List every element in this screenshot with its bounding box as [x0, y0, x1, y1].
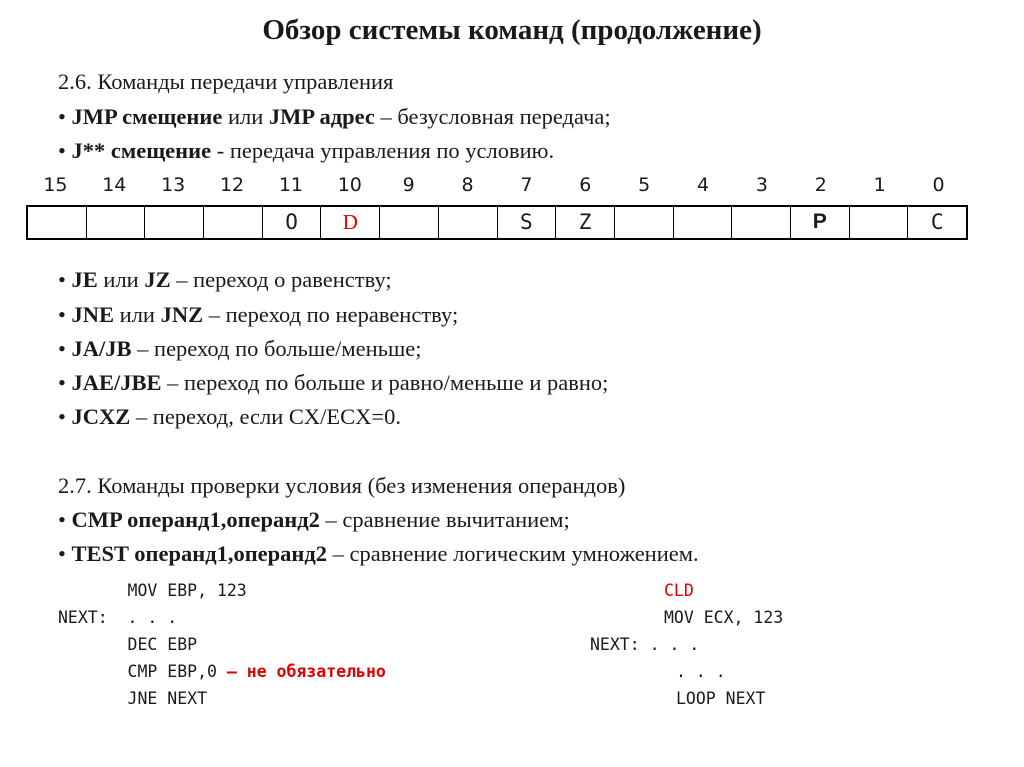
flag-cell [850, 207, 909, 238]
flag-cell [380, 207, 439, 238]
text: – переход о равенству; [170, 267, 392, 292]
bullet: • [58, 404, 66, 429]
bit-number: 4 [697, 174, 710, 196]
bit-number: 13 [161, 174, 186, 196]
flag-cell [732, 207, 791, 238]
bullet: • [58, 541, 66, 566]
list-item [58, 104, 611, 130]
bullet: • [58, 267, 66, 292]
code-line: MOV ECX, 123 [664, 608, 784, 627]
command-text: JMP смещение [71, 104, 223, 129]
code-line: LOOP NEXT [676, 689, 766, 708]
bullet: • [58, 336, 66, 361]
list-item [58, 507, 570, 533]
bit-number: 10 [337, 174, 362, 196]
text: – переход, если CX/ECX=0. [130, 404, 401, 429]
text: – переход по неравенству; [203, 302, 459, 327]
bullet: • [58, 138, 66, 163]
code-line: MOV EBP, 123 [58, 581, 247, 600]
bit-number: 3 [755, 174, 768, 196]
text: – сравнение логическим умножением. [327, 541, 699, 566]
text: или [114, 302, 161, 327]
code-line: JNE NEXT [58, 689, 208, 708]
code-line [58, 662, 386, 681]
bit-number: 12 [219, 174, 245, 196]
text: – переход по больше/меньше; [131, 336, 422, 361]
flag-cell [87, 207, 146, 238]
text: или [222, 104, 269, 129]
bit-number: 11 [278, 174, 304, 196]
bit-number-row [26, 174, 968, 198]
text: – переход по больше и равно/меньше и равно; [161, 370, 609, 395]
section-heading-2-7: 2.7. Команды проверки условия (без изменения операндов) [58, 473, 626, 498]
flag-cell [145, 207, 204, 238]
flag-cell: S [498, 207, 557, 238]
flag-cell [674, 207, 733, 238]
bit-number: 2 [814, 174, 827, 196]
bullet: • [58, 507, 66, 532]
bit-number: 9 [402, 174, 415, 196]
flag-cell [615, 207, 674, 238]
flag-cell: O [263, 207, 322, 238]
code-line: NEXT: . . . [58, 608, 178, 627]
flag-cell: Z [556, 207, 615, 238]
code-line: . . . [676, 662, 726, 681]
list-item [58, 138, 554, 164]
flags-register [26, 205, 968, 240]
bit-number: 15 [43, 174, 68, 196]
flag-cell: P [791, 207, 850, 238]
flag-cell: D [321, 207, 380, 238]
command-text: JCXZ [71, 404, 131, 429]
bit-number: 14 [102, 174, 127, 196]
list-item [58, 302, 458, 328]
bullet: • [58, 104, 66, 129]
text: или [97, 267, 145, 292]
list-item [58, 267, 392, 293]
bit-number: 7 [520, 174, 533, 196]
code-line: NEXT: . . . [590, 635, 700, 654]
bullet: • [58, 302, 66, 327]
code-text: CMP EBP,0 [58, 662, 217, 681]
command-text: JZ [144, 267, 171, 292]
page-title: Обзор системы команд (продолжение) [262, 14, 762, 46]
bit-number: 6 [579, 174, 592, 196]
section-heading-2-6: 2.6. Команды передачи управления [58, 69, 394, 94]
list-item [58, 370, 608, 396]
flag-cell: C [930, 210, 944, 234]
list-item [58, 541, 699, 567]
bit-number: 1 [873, 174, 886, 196]
bit-number: 0 [932, 174, 945, 196]
text: – безусловная передача; [374, 104, 611, 129]
flag-cell [204, 207, 263, 238]
command-text: JMP адрес [268, 104, 375, 129]
command-text: JE [71, 267, 98, 292]
flag-cell [28, 207, 87, 238]
command-text: CMP операнд1,операнд2 [71, 507, 320, 532]
text: - передача управления по условию. [211, 138, 555, 163]
command-text: JA/JB [71, 336, 132, 361]
list-item [58, 404, 401, 430]
command-text: J** смещение [71, 138, 212, 163]
bit-number: 8 [461, 174, 474, 196]
code-note: – не обязательно [216, 662, 386, 681]
flag-cell [439, 207, 498, 238]
list-item [58, 336, 422, 362]
code-line: DEC EBP [58, 635, 198, 654]
command-text: JAE/JBE [71, 370, 162, 395]
code-line-cld: CLD [664, 581, 694, 600]
bullet: • [58, 370, 66, 395]
text: – сравнение вычитанием; [319, 507, 570, 532]
command-text: TEST операнд1,операнд2 [71, 541, 328, 566]
command-text: JNZ [160, 302, 204, 327]
command-text: JNE [71, 302, 115, 327]
bit-number: 5 [638, 174, 651, 196]
